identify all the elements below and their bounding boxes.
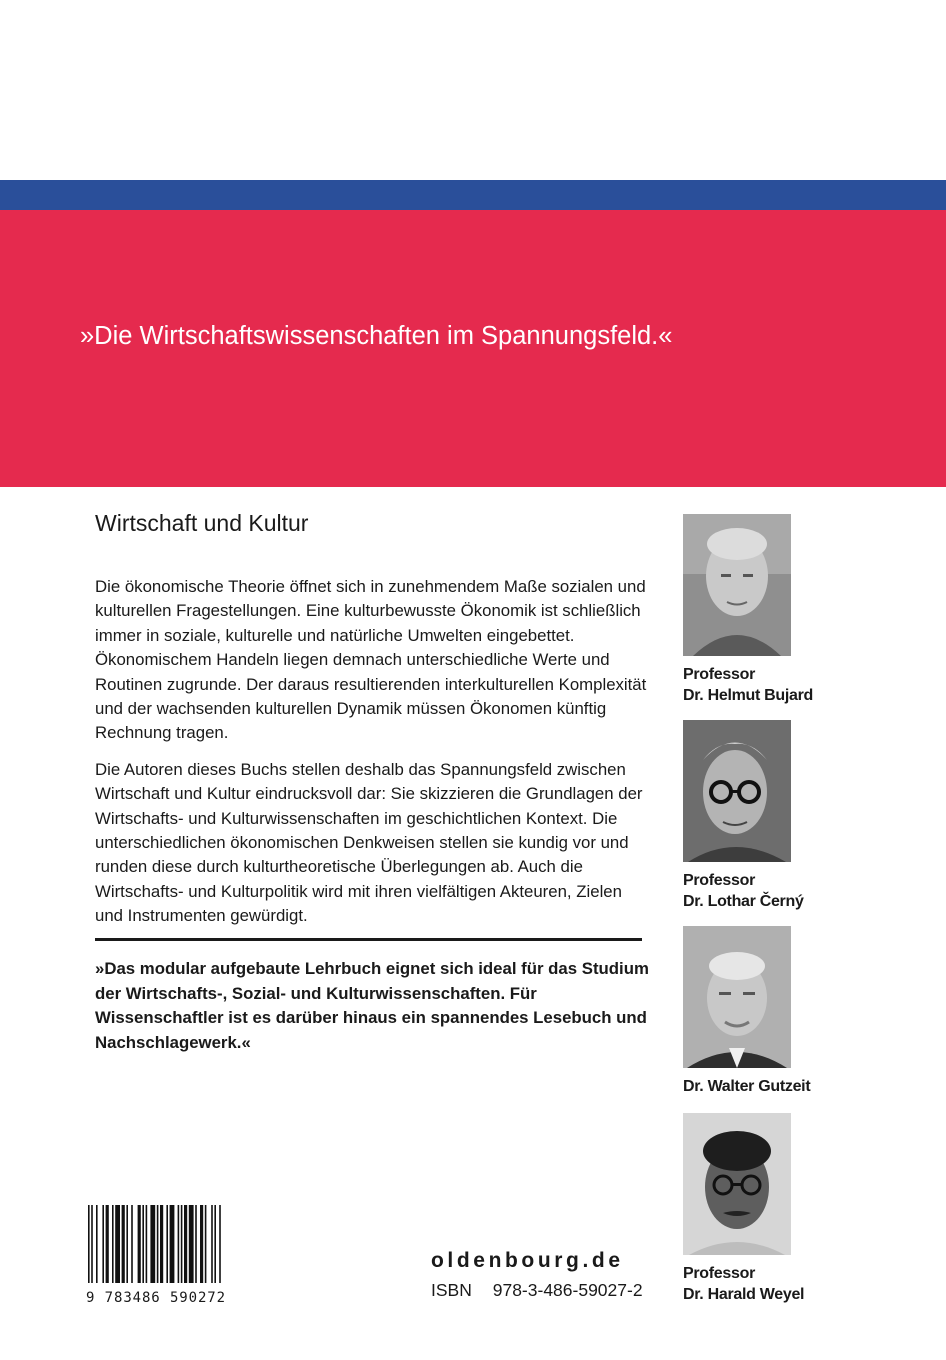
barcode-bar xyxy=(184,1205,187,1283)
author-photo-gutzeit xyxy=(683,926,791,1068)
author-photo-bujard xyxy=(683,514,791,656)
barcode-bar xyxy=(106,1205,109,1283)
author-card-gutzeit xyxy=(683,926,913,1097)
barcode-bar xyxy=(131,1205,133,1283)
barcode-bar xyxy=(157,1205,159,1283)
author-title-weyel: Professor xyxy=(683,1265,755,1282)
main-text-column xyxy=(95,505,650,941)
barcode-bar xyxy=(102,1205,104,1283)
isbn-barcode xyxy=(86,1205,236,1306)
author-fullname-bujard: Dr. Helmut Bujard xyxy=(683,687,814,704)
description-paragraph-2: Die Autoren dieses Buchs stellen deshalb das Spannungsfeld zwischen Wirtschaft und Kultur eindrucksvoll dar: Sie skizzieren die Grundlagen der Wirtschafts- und Kulturwissenschaften im geschichtlichen Kontext. Die unterschiedlichen ökonomischen Denkweisen stellen sie kundig vor und runden diese durch kulturtheoretische Überlegungen ab. Auch die Wirtschafts- und Kulturpolitik wird mit ihren vielfältigen Akteuren, Zielen und Instrumenten gewürdigt. xyxy=(95,759,643,926)
author-name-cerny xyxy=(683,870,913,912)
author-photo-cerny xyxy=(683,720,791,862)
author-fullname-cerny: Dr. Lothar Černý xyxy=(683,893,804,910)
section-title: Wirtschaft und Kultur xyxy=(95,510,309,536)
barcode-bar xyxy=(178,1205,180,1283)
top-blue-band xyxy=(0,180,946,210)
barcode-bar xyxy=(219,1205,221,1283)
isbn-number: 978-3-486-59027-2 xyxy=(492,1280,643,1300)
author-name-gutzeit xyxy=(683,1076,913,1097)
barcode-bar xyxy=(211,1205,213,1283)
barcode-bar xyxy=(160,1205,163,1283)
barcode-bar xyxy=(142,1205,144,1283)
divider-rule xyxy=(95,938,642,941)
author-card-bujard xyxy=(683,514,913,706)
barcode-bar xyxy=(205,1205,207,1283)
author-card-cerny xyxy=(683,720,913,912)
barcode-bar xyxy=(115,1205,120,1283)
barcode-bar xyxy=(138,1205,141,1283)
description-paragraph-1: Die ökonomische Theorie öffnet sich in zunehmendem Maße sozialen und kulturellen Fragestellungen. Eine kulturbewusste Ökonomik ist schließlich immer in soziale, kulturelle und natürliche Umwelten eingebettet. Ökonomischem Handeln liegen demnach unterschiedliche Werte und Routinen zugrunde. Der daraus resultierenden interkulturellen Komplexität und der wachsenden kulturellen Dynamik müssen Ökonomen künftig Rechnung tragen. xyxy=(95,577,647,743)
barcode-digits: 9 783486 590272 xyxy=(86,1290,226,1306)
review-quote: »Das modular aufgebaute Lehrbuch eignet sich ideal für das Studium der Wirtschafts-, Sozial- und Kulturwissenschaften. Für Wissenschaftler ist es darüber hinaus ein spannendes Lesebuch und Nachschlagewerk.« xyxy=(95,959,649,1052)
barcode-bar xyxy=(122,1205,125,1283)
barcode-bar xyxy=(96,1205,98,1283)
author-title-bujard: Professor xyxy=(683,666,755,683)
author-fullname-weyel: Dr. Harald Weyel xyxy=(683,1286,805,1303)
barcode-bars xyxy=(86,1205,236,1283)
author-card-weyel xyxy=(683,1113,913,1305)
barcode-bar xyxy=(214,1205,216,1283)
barcode-bar xyxy=(195,1205,197,1283)
publisher-url: oldenbourg.de xyxy=(431,1249,624,1272)
barcode-bar xyxy=(166,1205,168,1283)
barcode-bar xyxy=(170,1205,175,1283)
author-name-bujard xyxy=(683,664,913,706)
author-name-weyel xyxy=(683,1263,913,1305)
barcode-bar xyxy=(88,1205,90,1283)
barcode-bar xyxy=(91,1205,93,1283)
banner-slogan: »Die Wirtschaftswissenschaften im Spannungsfeld.« xyxy=(80,322,673,350)
barcode-bar xyxy=(112,1205,114,1283)
barcode-bar xyxy=(189,1205,194,1283)
barcode-bar xyxy=(146,1205,148,1283)
barcode-bar xyxy=(126,1205,128,1283)
author-title-cerny: Professor xyxy=(683,872,755,889)
barcode-bar xyxy=(181,1205,183,1283)
isbn-label: ISBN xyxy=(431,1280,472,1300)
author-fullname-gutzeit: Dr. Walter Gutzeit xyxy=(683,1078,811,1095)
barcode-bar xyxy=(200,1205,203,1283)
author-photo-weyel xyxy=(683,1113,791,1255)
isbn-line xyxy=(431,1280,643,1301)
barcode-bar xyxy=(150,1205,155,1283)
